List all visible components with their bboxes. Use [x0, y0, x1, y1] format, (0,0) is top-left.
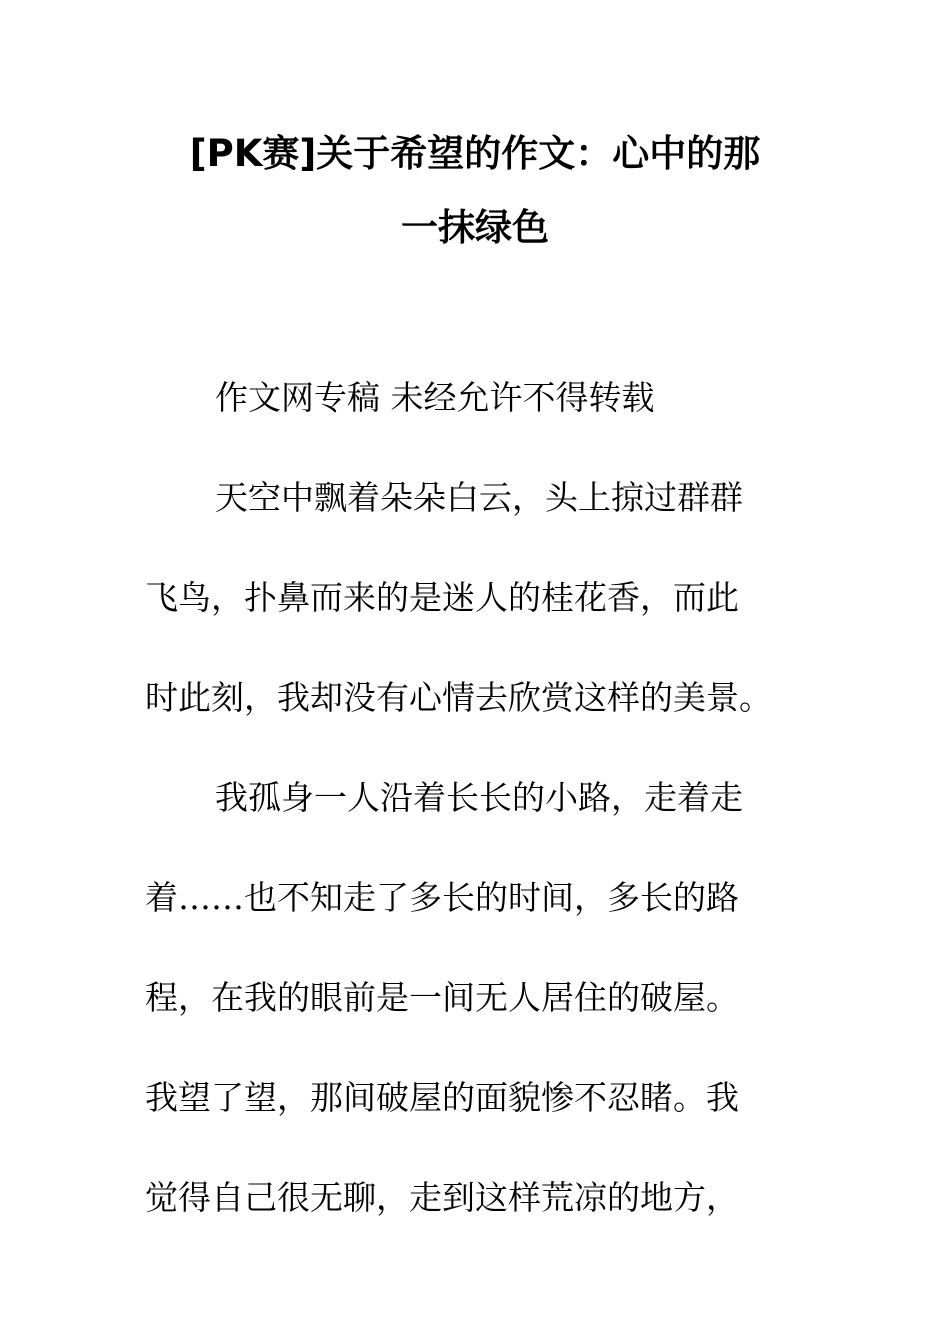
paragraph-line: 我望了望，那间破屋的面貌惨不忍睹。我 — [145, 1078, 739, 1117]
paragraph-line: 程，在我的眼前是一间无人居住的破屋。 — [145, 978, 739, 1017]
paragraph-line: 着……也不知走了多长的时间，多长的路 — [145, 878, 739, 917]
paragraph-line: 觉得自己很无聊，走到这样荒凉的地方， — [145, 1178, 739, 1217]
paragraph-line: 我孤身一人沿着长长的小路，走着走 — [215, 778, 743, 817]
byline-notice: 作文网专稿 未经允许不得转载 — [215, 378, 655, 417]
paragraph-line: 天空中飘着朵朵白云，头上掠过群群 — [215, 478, 743, 517]
document-title-line-2: 一抹绿色 — [401, 206, 549, 249]
document-title-line-1: [PK赛]关于希望的作文：心中的那 — [189, 132, 761, 175]
paragraph-line: 时此刻，我却没有心情去欣赏这样的美景。 — [145, 678, 772, 717]
paragraph-line: 飞鸟，扑鼻而来的是迷人的桂花香，而此 — [145, 578, 739, 617]
